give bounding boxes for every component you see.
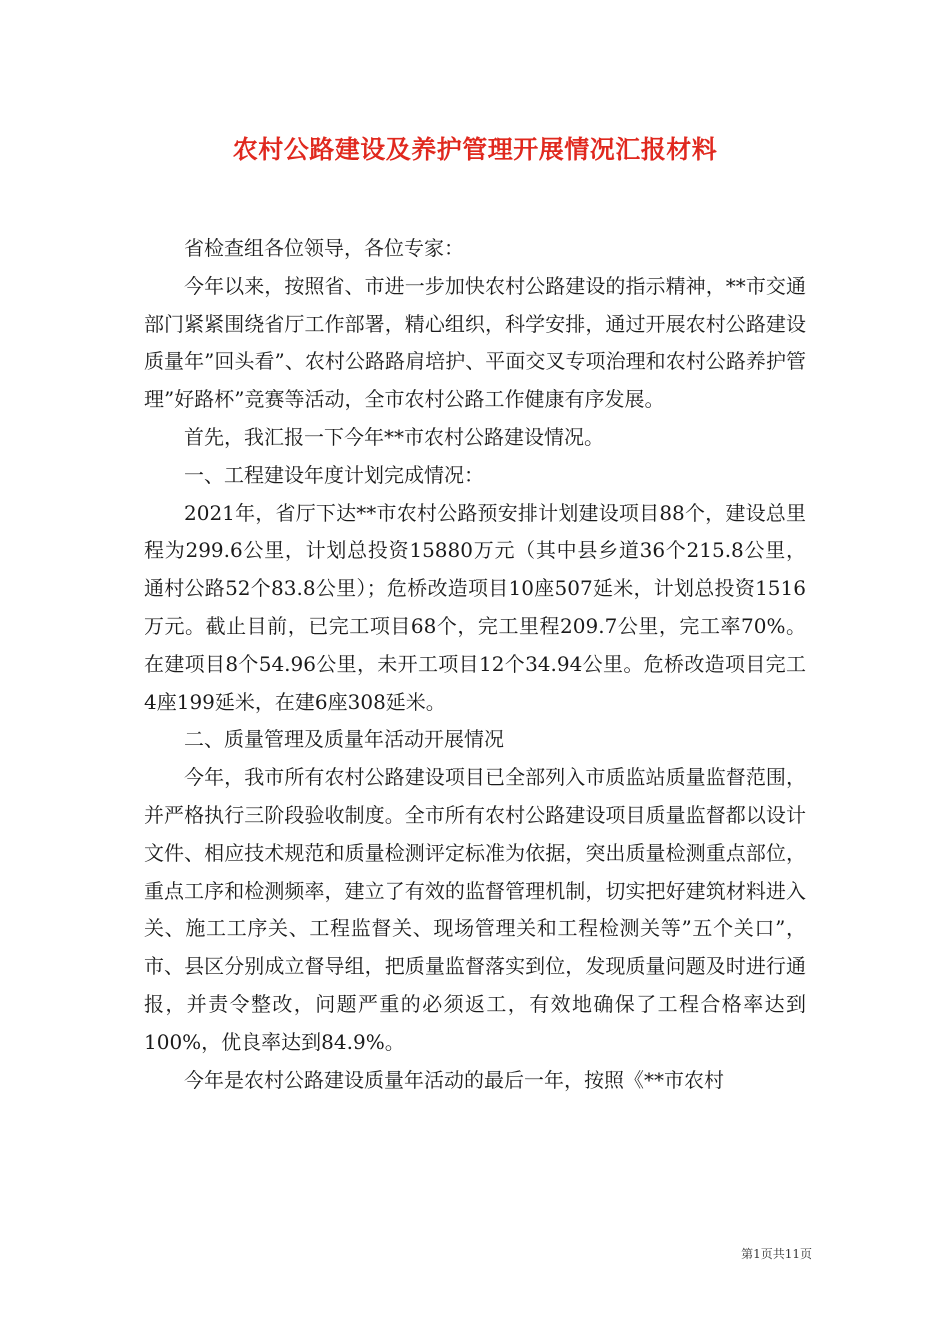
paragraph-report-start: 首先，我汇报一下今年**市农村公路建设情况。 [184,424,604,449]
paragraph-quality-management: 今年，我市所有农村公路建设项目已全部列入市质监站质量监督范围，并严格执行三阶段验收制度。全市所有农村公路建设项目质量监督都以设计文件、相应技术规范和质量检测评定标准为依据，突出质量检测重点部位，重点工序和检测频率，建立了有效的监督管理机制，切实把好建筑材料进入关、施工工序关、工程监督关、现场管理关和工程检测关等”五个关口”，市、县区分别成立督导组，把质量监督落实到位，发现质量问题及时进行通报，并责令整改，问题严重的必须返工，有效地确保了工程合格率达到100%，优良率达到84.9%。 [144,765,806,1054]
paragraph-salutation: 省检查组各位领导，各位专家： [184,236,464,260]
section-heading-1: 一、工程建设年度计划完成情况： [184,462,484,487]
paragraph-intro: 今年以来，按照省、市进一步加快农村公路建设的指示精神，**市交通部门紧紧围绕省厅工作部署，精心组织，科学安排，通过开展农村公路建设质量年”回头看”、农村公路路肩培护、平面交叉专项治理和农村公路养护管理”好路杯”竞赛等活动，全市农村公路工作健康有序发展。 [144,273,806,412]
paragraph-plan-completion: 2021年，省厅下达**市农村公路预安排计划建设项目88个，建设总里程为299.6公里，计划总投资15880万元（其中县乡道36个215.8公里，通村公路52个83.8公里）；危桥改造项目10座507延米，计划总投资1516万元。截止目前，已完工项目68个，完工里程209.7公里，完工率70%。在建项目8个54.96公里，未开工项目12个34.94公里。危桥改造项目完工4座199延米，在建6座308延米。 [144,500,806,714]
page-number: 第1页共11页 [741,1247,812,1261]
section-heading-2: 二、质量管理及质量年活动开展情况 [184,727,504,752]
paragraph-quality-year: 今年是农村公路建设质量年活动的最后一年，按照《**市农村 [184,1067,724,1092]
document-title: 农村公路建设及养护管理开展情况汇报材料 [232,135,718,164]
document-body [144,230,806,1099]
